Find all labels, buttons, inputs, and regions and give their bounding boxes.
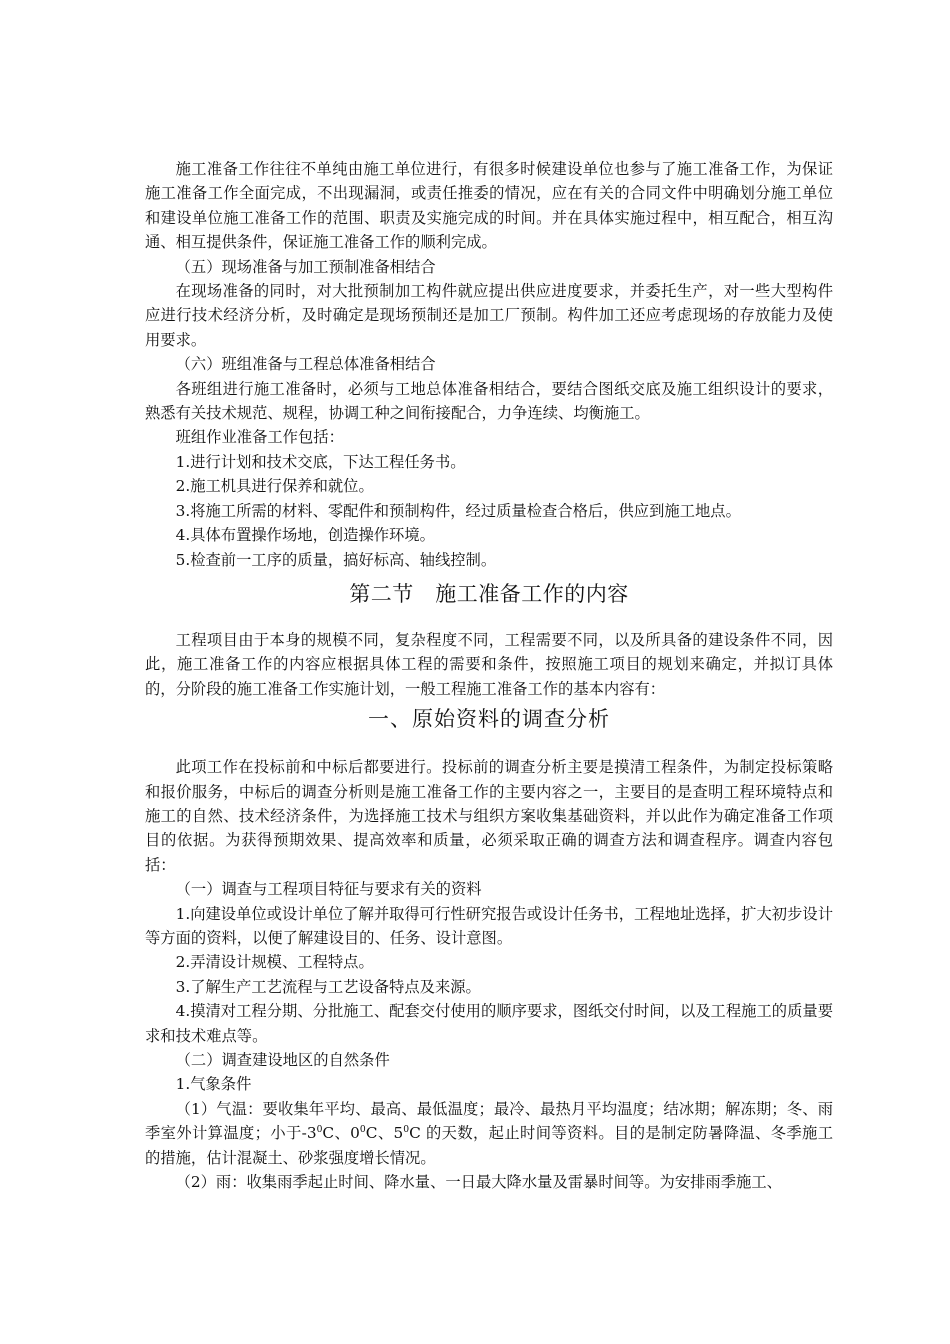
paragraph: （2）雨：收集雨季起止时间、降水量、一日最大降水量及雷暴时间等。为安排雨季施工、 <box>175 1173 782 1192</box>
text-run: （1）气温：要收集年平均、最高、最低温度；最冷、最热月平均温度；结冰期；解冻期；冬、雨季室外计算温度；小于-3 <box>145 1099 833 1143</box>
degree-mark: 0 <box>403 1124 410 1136</box>
paragraph: 在现场准备的同时，对大批预制加工构件就应提出供应进度要求，并委托生产，对一些大型构件应进行技术经济分析，及时确定是现场预制还是加工厂预制。构件加工还应考虑现场的存放能力及使用要求。 <box>145 282 833 349</box>
section-title: 第二节 施工准备工作的内容 <box>349 581 629 606</box>
list-item: 3.了解生产工艺流程与工艺设备特点及来源。 <box>175 977 481 996</box>
document-page <box>145 157 833 1194</box>
degree-mark: 0 <box>359 1124 366 1136</box>
list-item: 1.进行计划和技术交底，下达工程任务书。 <box>175 452 466 471</box>
text-run: C 的天数，起止时间等资料。目的是制定防暑降温、冬季施工的措施，估计混凝土、砂浆强度增长情况。 <box>145 1124 834 1167</box>
paragraph: 此项工作在投标前和中标后都要进行。投标前的调查分析主要是摸清工程条件，为制定投标策略和报价服务，中标后的调查分析则是施工准备工作的主要内容之一，主要目的是查明工程环境特点和施工的自然、技术经济条件，为选择施工技术与组织方案收集基础资料，并以此作为确定准备工作项目的依据。为获得预期效果、提高效率和质量，必须采取正确的调查方法和调查程序。调查内容包括： <box>145 758 833 874</box>
subheading: （一）调查与工程项目特征与要求有关的资料 <box>175 880 482 899</box>
paragraph-temperature <box>145 1097 833 1170</box>
list-item: 2.弄清设计规模、工程特点。 <box>175 953 374 972</box>
text-run: C、5 <box>365 1124 404 1143</box>
paragraph: 各班组进行施工准备时，必须与工地总体准备相结合，要结合图纸交底及施工组织设计的要求，熟悉有关技术规范、规程，协调工种之间衔接配合，力争连续、均衡施工。 <box>145 379 833 423</box>
subheading: （六）班组准备与工程总体准备相结合 <box>175 355 436 374</box>
list-item: 4.摸清对工程分期、分批施工、配套交付使用的顺序要求，图纸交付时间，以及工程施工的质量要求和技术难点等。 <box>145 1002 833 1045</box>
list-item: 1.气象条件 <box>175 1075 252 1094</box>
list-item: 4.具体布置操作场地，创造操作环境。 <box>175 526 435 545</box>
subsection-title: 一、原始资料的调查分析 <box>368 707 610 732</box>
paragraph: 施工准备工作往往不单纯由施工单位进行，有很多时候建设单位也参与了施工准备工作，为保证施工准备工作全面完成，不出现漏洞，或责任推委的情况，应在有关的合同文件中明确划分施工单位和建设单位施工准备工作的范围、职责及实施完成的时间。并在具体实施过程中，相互配合，相互沟通、相互提供条件，保证施工准备工作的顺利完成。 <box>145 160 833 252</box>
degree-mark: 0 <box>316 1124 323 1136</box>
subheading: （五）现场准备与加工预制准备相结合 <box>175 257 436 276</box>
list-item: 2.施工机具进行保养和就位。 <box>175 477 374 496</box>
subheading: （二）调查建设地区的自然条件 <box>175 1051 390 1069</box>
text-run: C、0 <box>322 1124 360 1143</box>
list-item: 5.检查前一工序的质量，搞好标高、轴线控制。 <box>175 550 497 569</box>
paragraph: 班组作业准备工作包括： <box>175 428 344 447</box>
list-item: 1.向建设单位或设计单位了解并取得可行性研究报告或设计任务书，工程地址选择，扩大初步设计等方面的资料，以便了解建设目的、任务、设计意图。 <box>145 904 833 947</box>
list-item: 3.将施工所需的材料、零配件和预制构件，经过质量检查合格后，供应到施工地点。 <box>175 501 741 520</box>
paragraph: 工程项目由于本身的规模不同，复杂程度不同，工程需要不同，以及所具备的建设条件不同，因此，施工准备工作的内容应根据具体工程的需要和条件，按照施工项目的规划来确定，并拟订具体的，分阶段的施工准备工作实施计划，一般工程施工准备工作的基本内容有： <box>145 630 833 698</box>
